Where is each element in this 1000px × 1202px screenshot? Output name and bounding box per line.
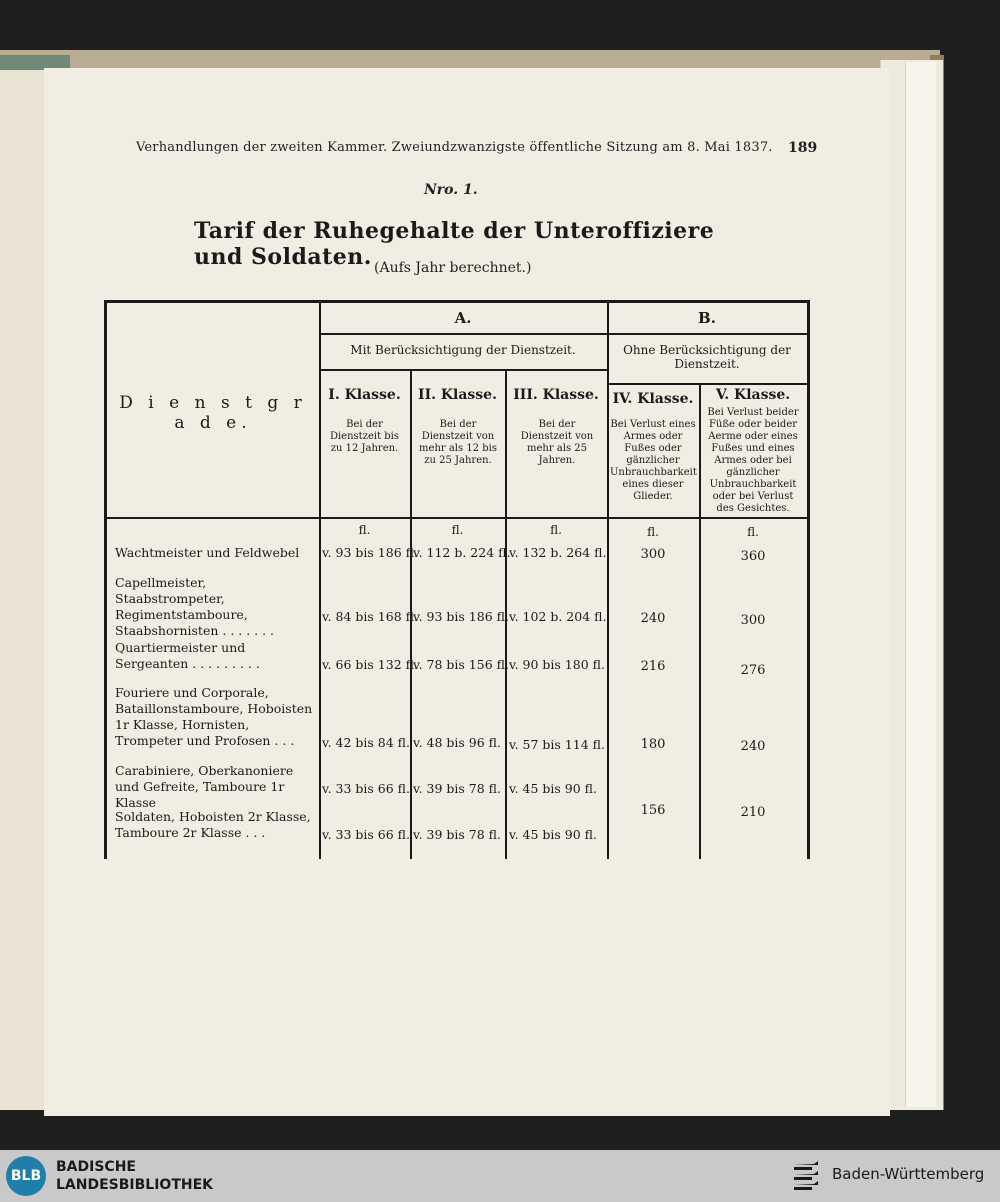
table-row-label: Quartiermeister und Sergeanten . . . . . . . . . [115,640,260,671]
class-5-note: Bei Verlust beider Füße oder beider Aerme oder eines Fußes und eines Armes oder bei gänzlicher Unbrauchbarkeit oder bei Verlust des Gesichtes. [707,407,799,514]
group-header-divider [319,333,807,335]
unit-col-5: fl. [747,525,759,539]
table-cell: 180 [640,737,666,752]
class-2-note: Bei der Dienstzeit von mehr als 12 bis zu 25 Jahren. [419,419,497,466]
unit-col-2: fl. [451,523,464,537]
table-cell: v. 78 bis 156 fl. [413,657,509,672]
table-cell: v. 39 bis 78 fl. [413,827,501,842]
state-label[interactable]: Baden-Württemberg [832,1165,985,1183]
library-name-line-1: BADISCHE [56,1159,136,1175]
table-cell: v. 84 bis 168 fl. [322,609,418,624]
table-cell: 360 [740,549,766,564]
table-cell: 216 [640,659,666,674]
subgroup-divider-a [319,369,607,371]
table-row-label: Carabiniere, Oberkanoniere und Gefreite, Tamboure 1r Klasse [115,763,294,810]
group-a-label: A. [454,309,472,327]
unit-col-4: fl. [647,525,659,539]
document-title: Tarif der Ruhegehalte der Unteroffiziere und Soldaten. [194,218,715,270]
page-stack-edge-inner [905,62,936,1107]
table-cell: 300 [740,613,766,628]
class-1-note: Bei der Dienstzeit bis zu 12 Jahren. [329,419,400,454]
table-cell: 240 [640,611,666,626]
table-cell: v. 93 bis 186 fl. [322,545,418,560]
table-row-label: Wachtmeister und Feldwebel [115,545,300,560]
table-cell: 210 [740,805,766,820]
table-cell: v. 90 bis 180 fl. [509,657,605,672]
table-cell: v. 66 bis 132 fl. [322,657,418,672]
class-3-note: Bei der Dienstzeit von mehr als 25 Jahren. [520,419,594,466]
book-cover-edge [0,50,940,68]
table-cell: v. 33 bis 66 fl. [322,827,410,842]
group-b-sublabel: Ohne Berücksichtigung der Dienstzeit. [623,343,791,371]
table-cell: 276 [740,663,766,678]
table-cell: v. 33 bis 66 fl. [322,781,410,796]
table-cell: 240 [740,739,766,754]
table-row-label: Capellmeister, Staabstrompeter, Regimentstamboure, Staabshornisten . . . . . . . [115,575,275,638]
class-3-label: III. Klasse. [513,387,599,403]
blb-logo[interactable]: BLB [6,1156,46,1196]
library-name[interactable] [56,1158,213,1194]
table-cell: 156 [640,803,666,818]
table-cell: v. 102 b. 204 fl. [509,609,607,624]
class-5-label: V. Klasse. [715,387,791,403]
running-head: Verhandlungen der zweiten Kammer. Zweiundzwanzigste öffentliche Sitzung am 8. Mai 1837. [136,140,773,155]
table-cell: v. 57 bis 114 fl. [509,737,605,752]
left-page-edge [0,70,46,1110]
document-subtitle: (Aufs Jahr berechnet.) [374,260,532,276]
table-cell: v. 132 b. 264 fl. [509,545,607,560]
class-2-label: II. Klasse. [418,387,497,403]
table-row-label: Soldaten, Hoboisten 2r Klasse, Tamboure 2r Klasse . . . [115,809,311,840]
col-header-dienstgrade: D i e n s t g r a d e. [119,393,307,433]
library-name-line-2: LANDESBIBLIOTHEK [56,1177,214,1193]
subgroup-divider-b [607,383,807,385]
table-cell: v. 42 bis 84 fl. [322,735,410,750]
table-cell: v. 48 bis 96 fl. [413,735,501,750]
viewer-footer [0,1150,1000,1202]
table-cell: v. 93 bis 186 fl. [413,609,509,624]
book-page [44,68,890,1116]
class-4-label: IV. Klasse. [612,391,694,407]
table-row-label: Fouriere und Corporale, Bataillonstamboure, Hoboisten 1r Klasse, Hornisten, Trompeter und Profosen . . . [115,685,313,748]
table-cell: 300 [640,547,666,562]
page-number: 189 [788,140,818,156]
header-body-divider [107,517,807,519]
unit-col-1: fl. [358,523,371,537]
table-cell: v. 45 bis 90 fl. [509,827,597,842]
lions-crest-icon[interactable] [790,1158,822,1194]
col-divider [607,303,609,859]
table-cell: v. 112 b. 224 fl. [413,545,511,560]
unit-col-3: fl. [550,523,562,537]
table-number: Nro. 1. [424,182,478,198]
table-cell: v. 45 bis 90 fl. [509,781,597,796]
group-a-sublabel: Mit Berücksichtigung der Dienstzeit. [350,343,576,357]
class-4-note: Bei Verlust eines Armes oder Fußes oder gänzlicher Unbrauchbarkeit eines dieser Glieder. [610,419,697,502]
group-b-label: B. [698,309,716,327]
table-cell: v. 39 bis 78 fl. [413,781,501,796]
class-1-label: I. Klasse. [328,387,401,403]
pension-tariff-table [104,300,810,859]
